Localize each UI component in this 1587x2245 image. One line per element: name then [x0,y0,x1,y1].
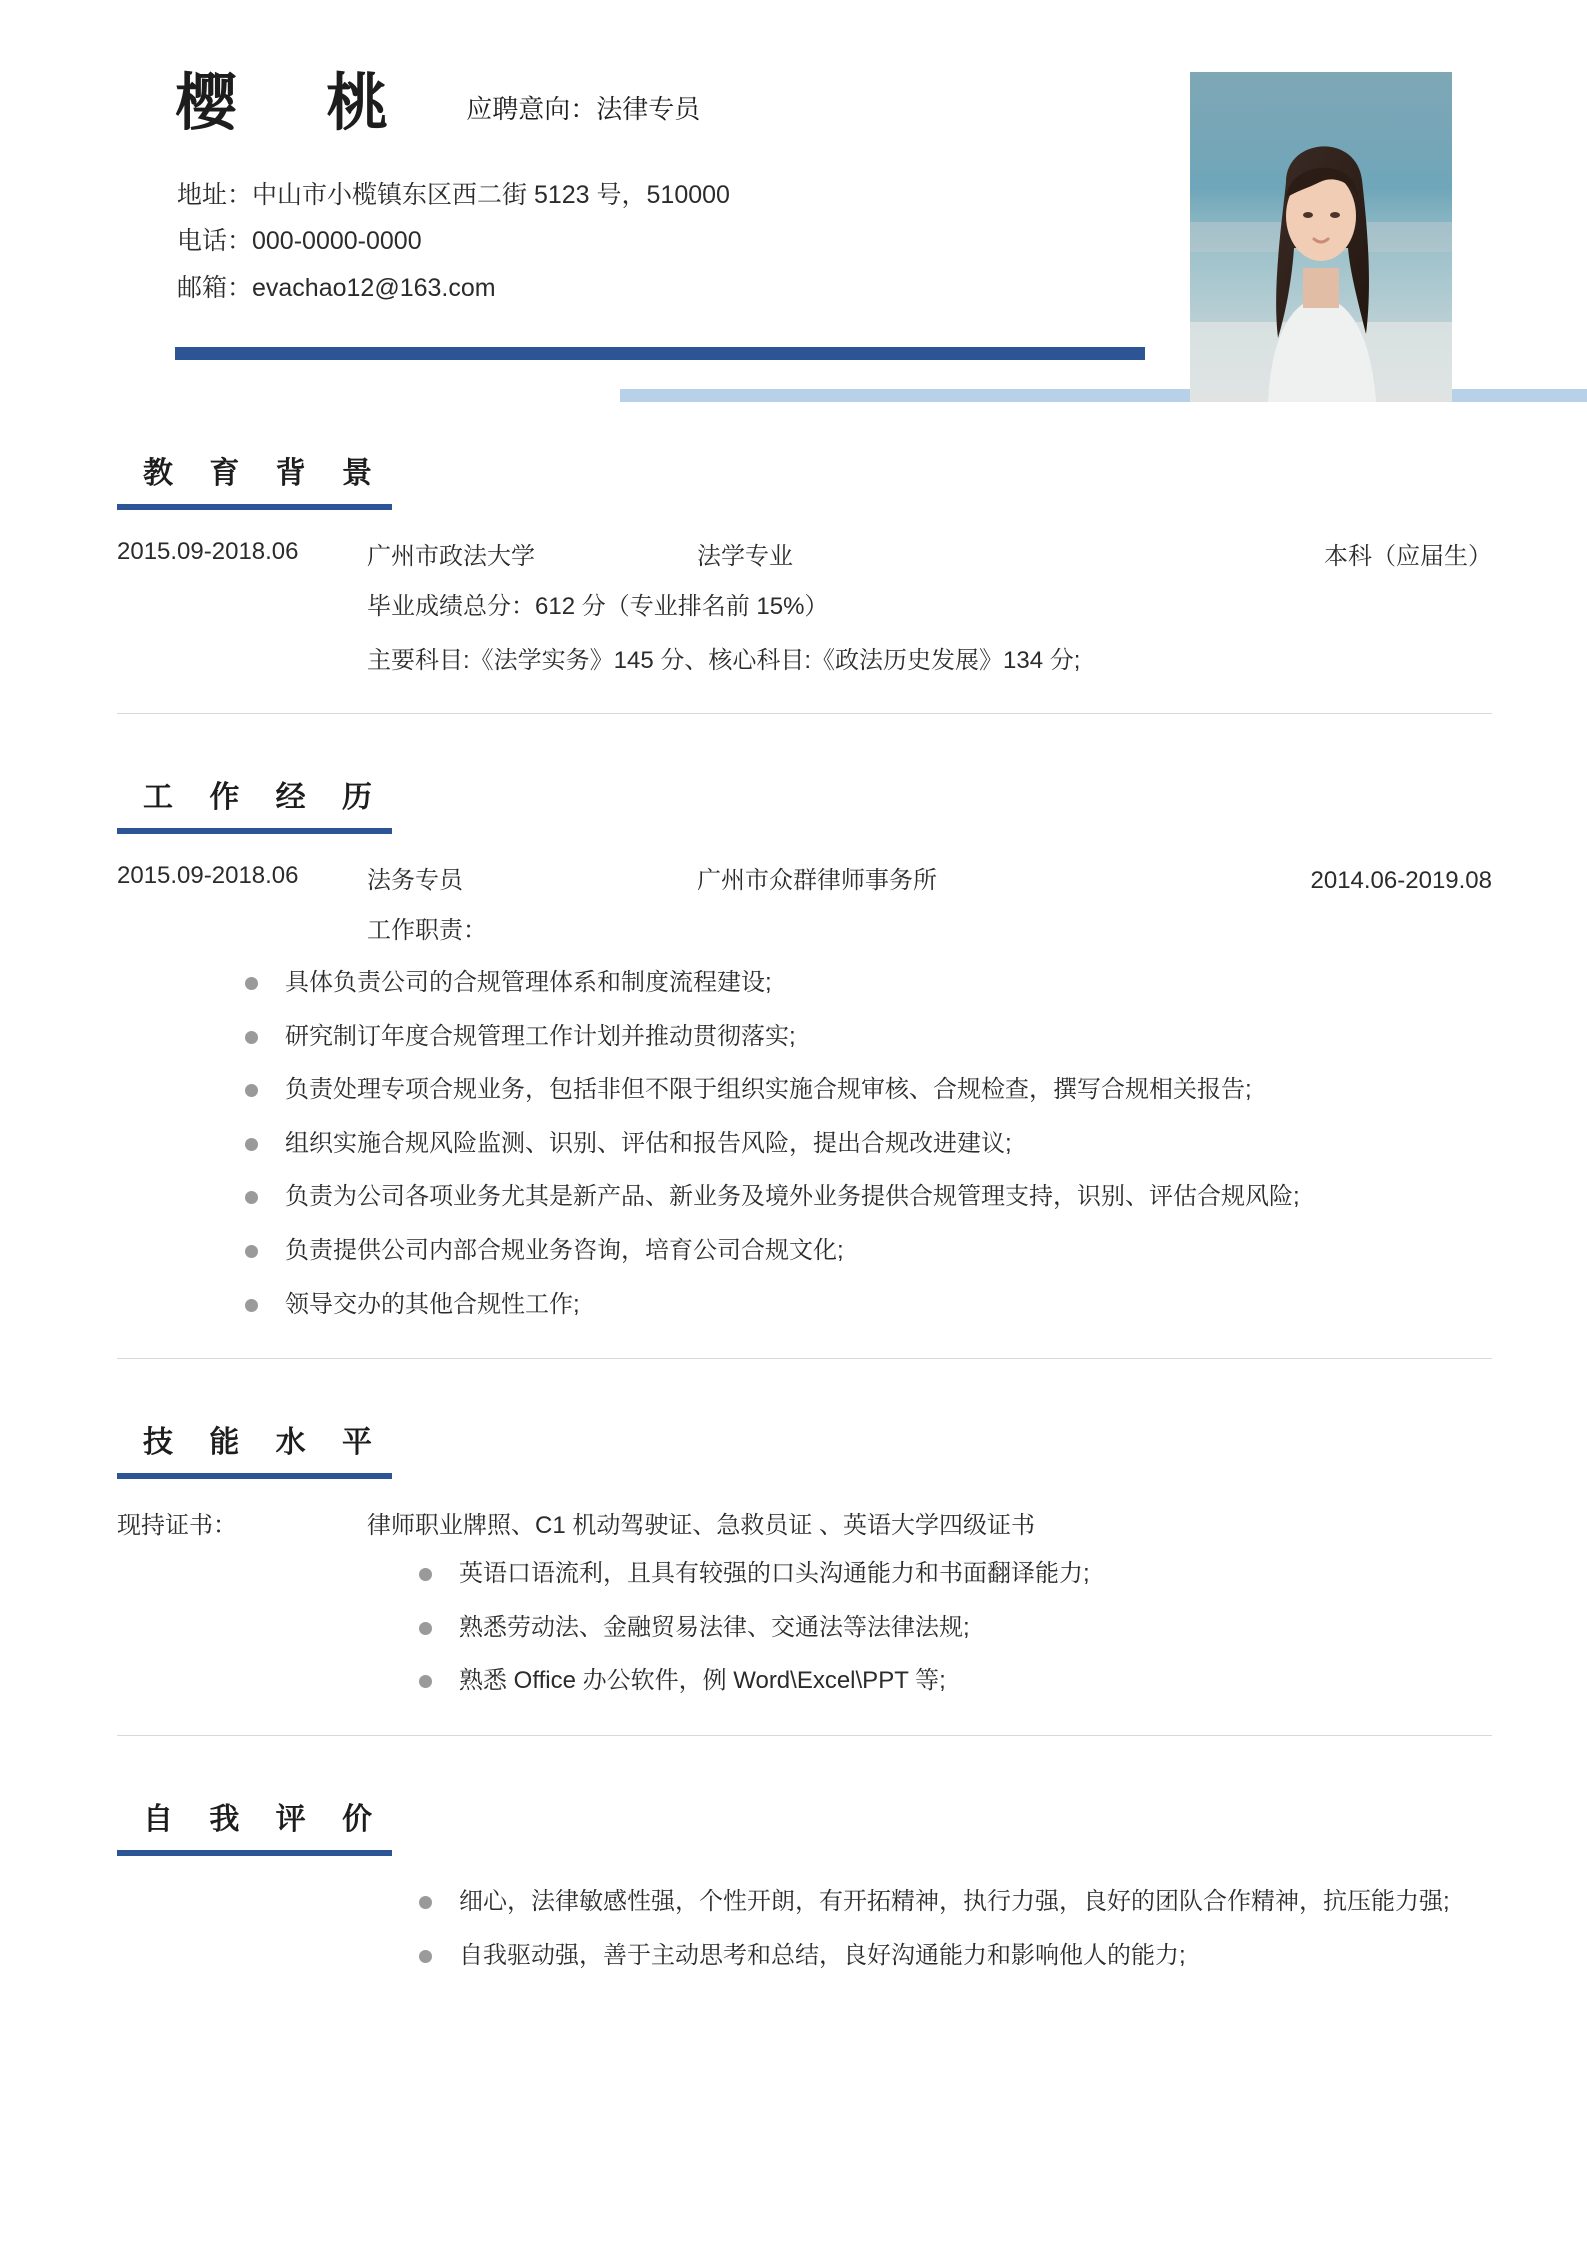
section-education-body [95,536,1492,679]
list-item: 熟悉 Office 办公软件，例 Word\Excel\PPT 等; [409,1661,1492,1701]
education-headline [367,536,1492,571]
divider-after-work [117,1358,1492,1359]
work-headline [367,860,1492,895]
work-period: 2014.06-2019.08 [1310,867,1492,894]
list-item: 组织实施合规风险监测、识别、评估和报告风险，提出合规改进建议; [235,1124,1492,1164]
contact-block [95,172,1095,311]
work-duty-label: 工作职责： [367,917,487,944]
resume-header [95,60,1492,390]
skills-list [367,1554,1492,1701]
header-left-block [95,60,1095,385]
work-duty-list [117,963,1492,1324]
section-skills-title: 技 能 水 平 [143,1426,387,1460]
header-rules [95,347,1095,385]
education-courses: 主要科目:《法学实务》145 分、核心科目:《政法历史发展》134 分; [367,647,1081,674]
profile-photo [1190,72,1452,402]
section-work-title: 工 作 经 历 [143,781,387,814]
section-education-title: 教 育 背 景 [143,457,387,490]
list-item: 具体负责公司的合规管理体系和制度流程建设; [235,963,1492,1003]
candidate-name: 樱 桃 [175,69,425,138]
education-school: 广州市政法大学 [367,543,535,570]
work-company: 广州市众群律师事务所 [697,867,937,894]
divider-after-skills [117,1735,1492,1736]
list-item: 熟悉劳动法、金融贸易法律、交通法等法律法规; [409,1608,1492,1648]
education-degree: 本科（应届生） [1324,543,1492,570]
section-self-heading [117,1794,392,1856]
list-item: 自我驱动强，善于主动思考和总结，良好沟通能力和影响他人的能力; [409,1936,1492,1976]
section-work-heading [117,772,392,834]
section-self-body [95,1882,1492,1975]
header-rule-dark [175,347,1145,360]
skills-cert-value: 律师职业牌照、C1 机动驾驶证、急救员证 、英语大学四级证书 [367,1512,1036,1540]
list-item: 细心，法律敏感性强，个性开朗，有开拓精神，执行力强，良好的团队合作精神，抗压能力强; [409,1882,1492,1922]
section-self-title: 自 我 评 价 [143,1802,387,1836]
education-score: 毕业成绩总分：612 分（专业排名前 15%） [367,593,829,620]
section-self-evaluation [95,1794,1492,1975]
section-work-body [95,860,1492,1324]
education-date: 2015.09-2018.06 [117,538,299,565]
list-item: 负责为公司各项业务尤其是新产品、新业务及境外业务提供合规管理支持，识别、评估合规风险; [235,1177,1492,1217]
work-date: 2015.09-2018.06 [117,862,299,889]
contact-email: 邮箱：evachao12@163.com [177,273,496,302]
list-item: 领导交办的其他合规性工作; [235,1285,1492,1325]
skills-cert-label: 现持证书： [117,1512,237,1540]
list-item: 负责处理专项合规业务，包括非但不限于组织实施合规审核、合规检查，撰写合规相关报告; [235,1070,1492,1110]
job-objective: 应聘意向：法律专员 [466,94,701,125]
section-education-heading [117,448,392,510]
list-item: 研究制订年度合规管理工作计划并推动贯彻落实; [235,1017,1492,1057]
work-details [367,860,1492,949]
section-skills-heading [117,1417,392,1479]
section-education [95,448,1492,679]
section-skills [95,1417,1492,1701]
contact-address: 地址：中山市小榄镇东区西二街 5123 号，510000 [177,181,730,210]
skills-cert-row [117,1505,1492,1540]
skills-list-wrap [117,1554,1492,1701]
divider-after-education [117,713,1492,714]
education-major: 法学专业 [697,543,793,570]
list-item: 负责提供公司内部合规业务咨询，培育公司合规文化; [235,1231,1492,1271]
education-details [367,536,1492,679]
name-and-objective-row [95,60,1095,138]
section-skills-body [95,1505,1492,1701]
work-entry [117,860,1492,949]
contact-phone: 电话：000-0000-0000 [177,227,422,256]
list-item: 英语口语流利，且具有较强的口头沟通能力和书面翻译能力; [409,1554,1492,1594]
section-work [95,772,1492,1324]
photo-image [1190,72,1452,402]
education-entry [117,536,1492,679]
self-evaluation-list [367,1882,1492,1975]
work-position: 法务专员 [367,867,463,894]
